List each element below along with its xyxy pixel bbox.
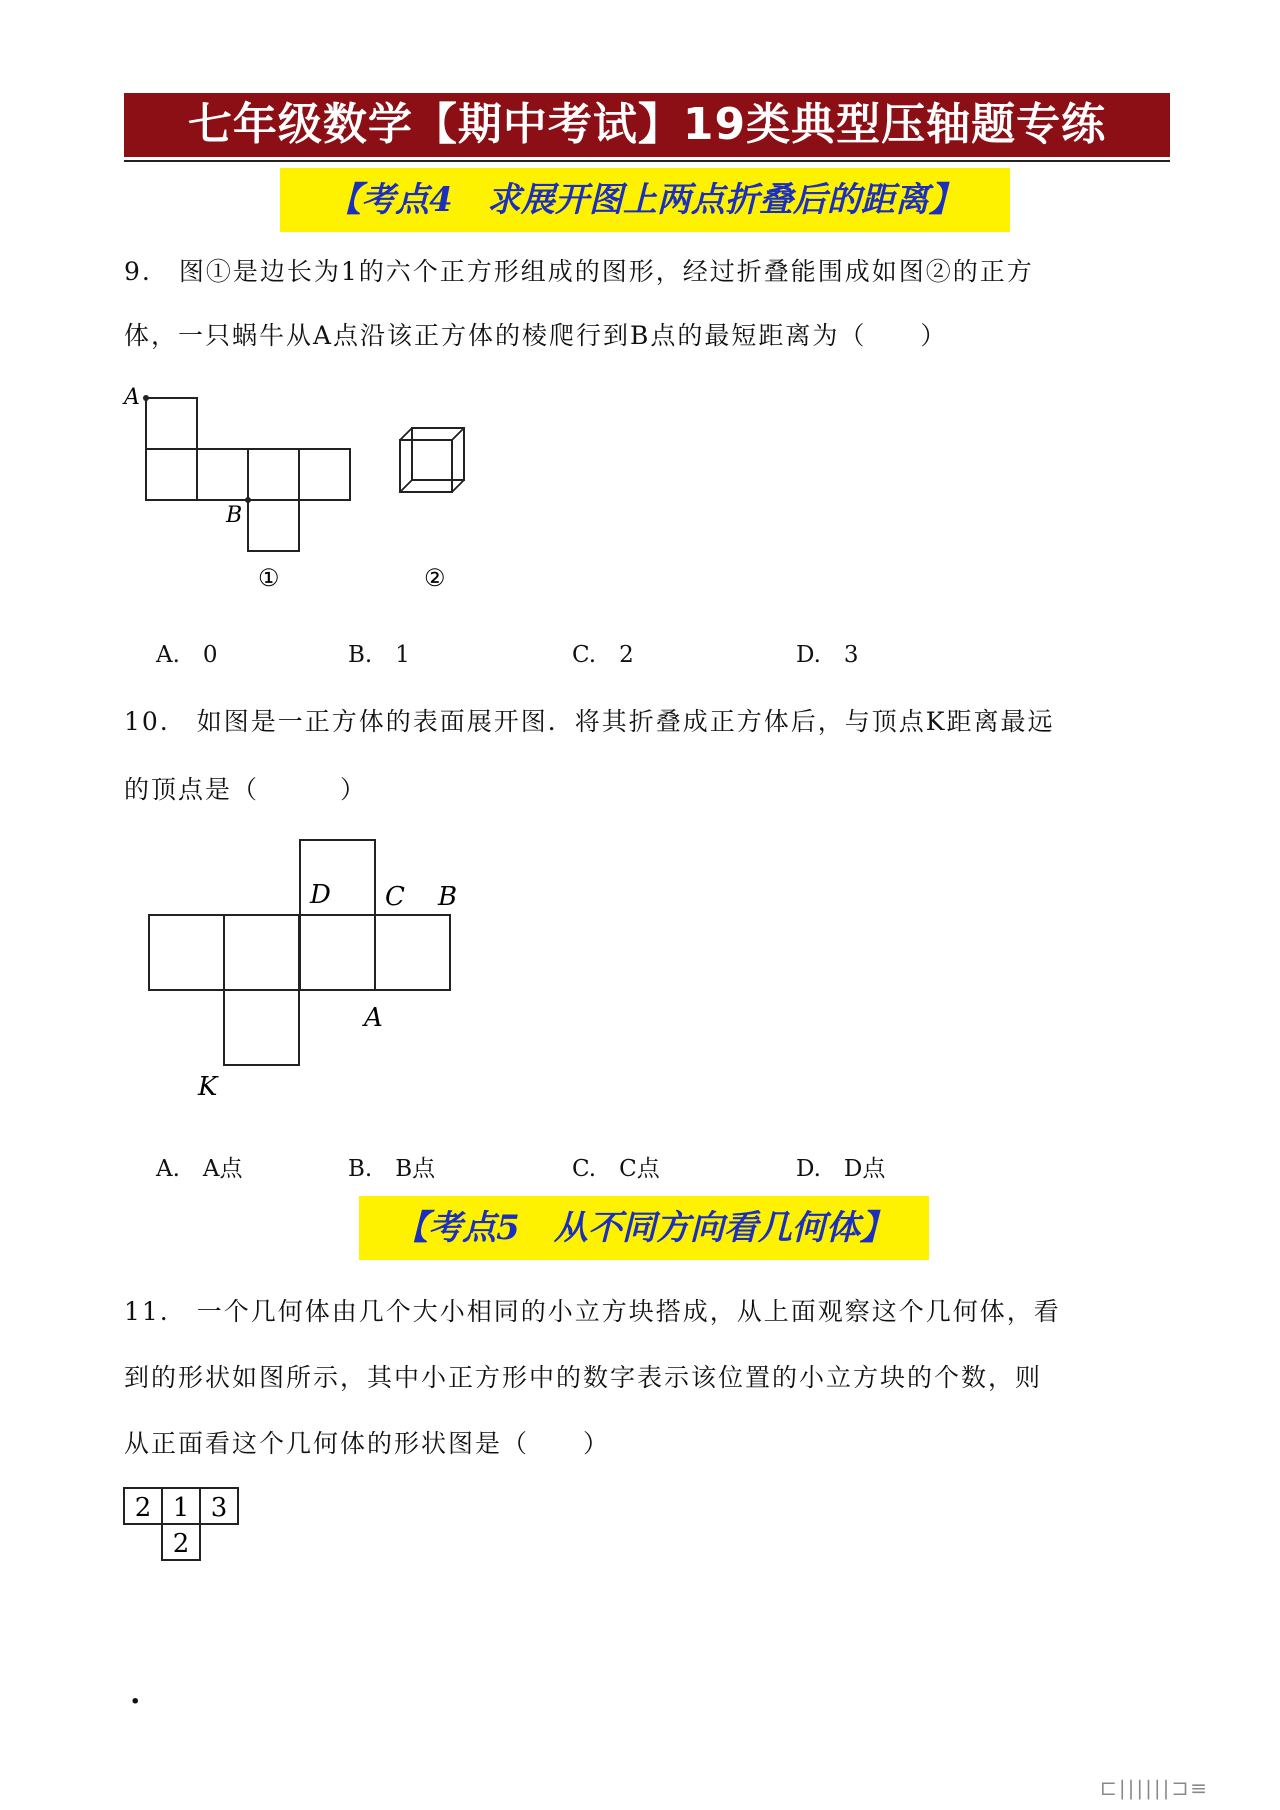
q10-option-a[interactable]: A. A点 — [156, 1156, 243, 1182]
grid-cell-value: 1 — [172, 1493, 190, 1523]
grid-cell-value: 3 — [210, 1493, 228, 1523]
watermark-icons: ⊏||||||⊐≡ — [1100, 1776, 1210, 1800]
net1-square — [248, 449, 299, 500]
q11-top-view-grid — [120, 1484, 260, 1574]
grid-cell-value: 2 — [134, 1493, 152, 1523]
net1-square — [146, 398, 197, 449]
q10-option-c[interactable]: C. C点 — [572, 1156, 660, 1182]
point-a-marker — [143, 395, 149, 401]
net1-square — [248, 500, 299, 551]
q10-label-d: D — [310, 880, 331, 910]
section5-banner: 【考点5 从不同方向看几何体】 — [359, 1196, 929, 1260]
q10-figure — [130, 830, 490, 1110]
q11-line3: 从正面看这个几何体的形状图是（ ） — [124, 1429, 611, 1458]
q10-option-d[interactable]: D. D点 — [796, 1156, 886, 1182]
q10-label-c: C — [385, 882, 405, 912]
q10-label-a: A — [364, 1003, 383, 1033]
net1-square — [299, 449, 350, 500]
bottom-dot: · — [130, 1684, 141, 1719]
q10-line2: 的顶点是（ ） — [124, 775, 368, 804]
title-divider — [124, 160, 1170, 162]
q10-label-k: K — [198, 1072, 218, 1102]
q9-figure — [120, 380, 480, 600]
q9-option-c[interactable]: C. 2 — [572, 642, 634, 668]
fig1-label-a: A — [124, 385, 140, 410]
fig2-caption: ② — [424, 564, 446, 592]
fig1-caption: ① — [258, 564, 280, 592]
q9-line2: 体，一只蜗牛从A点沿该正方体的棱爬行到B点的最短距离为（ ） — [124, 321, 948, 350]
q9-option-b[interactable]: B. 1 — [348, 642, 410, 668]
page-title: 七年级数学【期中考试】19类典型压轴题专练 — [124, 93, 1170, 157]
grid-cell-value: 2 — [172, 1529, 190, 1559]
q9-net-1 — [146, 398, 350, 551]
q9-cube — [400, 428, 464, 492]
q11-line1: 11. 一个几何体由几个大小相同的小立方块搭成，从上面观察这个几何体，看 — [124, 1297, 1061, 1326]
point-b-marker — [245, 497, 251, 503]
fig1-label-b: B — [226, 503, 243, 528]
q9-option-a[interactable]: A. 0 — [156, 642, 218, 668]
section4-banner: 【考点4 求展开图上两点折叠后的距离】 — [280, 168, 1010, 232]
net1-square — [146, 449, 197, 500]
net1-square — [197, 449, 248, 500]
q9-line1: 9. 图①是边长为1的六个正方形组成的图形，经过折叠能围成如图②的正方 — [124, 257, 1034, 286]
q11-line2: 到的形状如图所示，其中小正方形中的数字表示该位置的小立方块的个数，则 — [124, 1363, 1043, 1392]
q10-label-b: B — [438, 882, 458, 912]
q10-line1: 10. 如图是一正方体的表面展开图．将其折叠成正方体后，与顶点K距离最远 — [124, 707, 1055, 736]
q10-net — [149, 840, 450, 1065]
q9-option-d[interactable]: D. 3 — [796, 642, 859, 668]
q10-option-b[interactable]: B. B点 — [348, 1156, 436, 1182]
